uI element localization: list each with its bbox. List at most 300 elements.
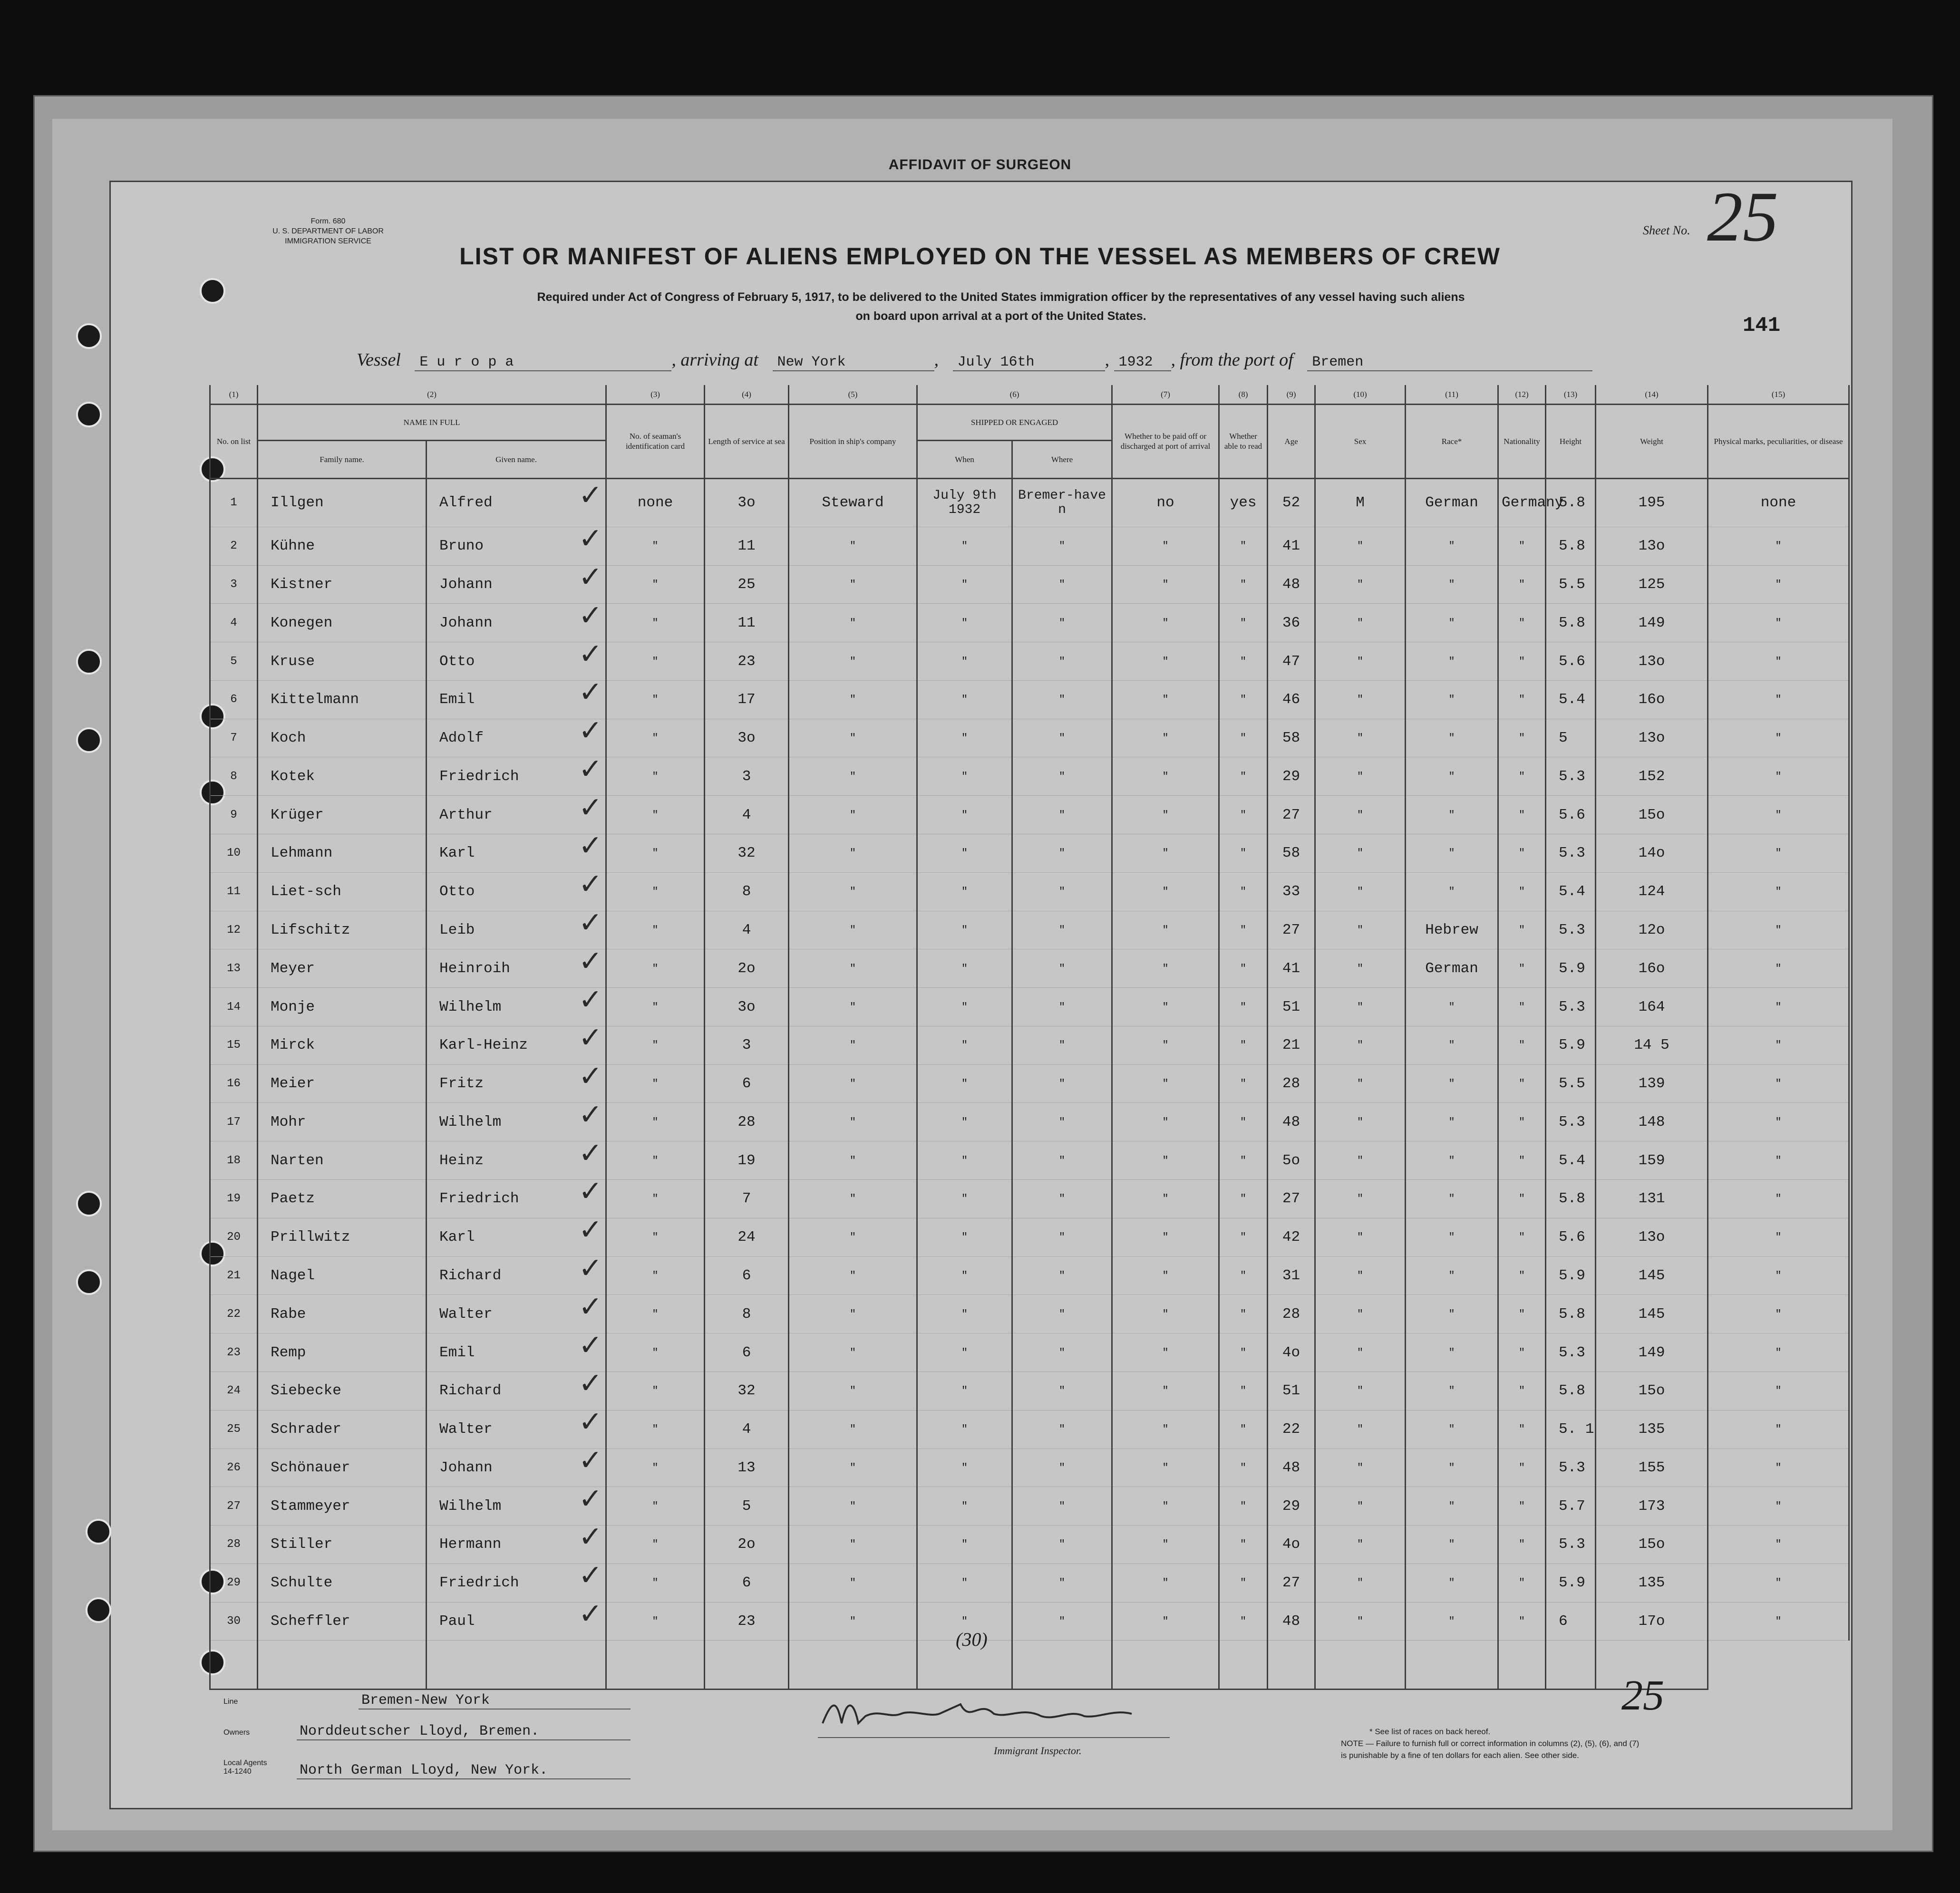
check-mark-icon: ✓ xyxy=(578,599,603,632)
cell-physical: " xyxy=(1708,911,1849,949)
check-mark-icon: ✓ xyxy=(578,676,603,709)
check-mark-icon: ✓ xyxy=(578,1290,603,1323)
cell-when: " xyxy=(917,988,1012,1026)
cell-seaman-id: " xyxy=(606,1410,705,1449)
cell-race: " xyxy=(1406,1064,1498,1103)
cell-given-name xyxy=(427,478,606,527)
cell-physical: " xyxy=(1708,1487,1849,1526)
cell-race: Hebrew xyxy=(1406,911,1498,949)
check-mark-icon: ✓ xyxy=(578,829,603,863)
cell-no: 6 xyxy=(210,680,258,719)
table-row xyxy=(210,1602,1849,1641)
form-number: Form. 680 xyxy=(310,217,346,225)
cell-sex: " xyxy=(1315,1295,1406,1333)
col-num: (14) xyxy=(1596,385,1708,404)
cell-given-name xyxy=(427,1021,606,1064)
check-mark-icon: ✓ xyxy=(578,1405,603,1439)
cell-given-name xyxy=(427,1252,606,1295)
cell-when: " xyxy=(917,1449,1012,1487)
cell-physical: " xyxy=(1708,1218,1849,1256)
cell-when: " xyxy=(917,565,1012,604)
cell-family-name: Rabe xyxy=(258,1295,427,1333)
header-shipped: SHIPPED OR ENGAGED xyxy=(917,404,1112,440)
cell-no: 29 xyxy=(210,1564,258,1602)
cell-weight: 13o xyxy=(1596,1218,1708,1256)
empty-cell xyxy=(427,1641,606,1690)
cell-family-name: Paetz xyxy=(258,1180,427,1218)
header-nationality: Nationality xyxy=(1498,404,1546,478)
cell-paid-off: " xyxy=(1112,1064,1219,1103)
cell-no: 26 xyxy=(210,1449,258,1487)
cell-family-name: Schönauer xyxy=(258,1449,427,1487)
cell-when: July 9th 1932 xyxy=(917,478,1012,527)
cell-age: 58 xyxy=(1268,834,1315,873)
cell-no: 11 xyxy=(210,872,258,911)
cell-no: 18 xyxy=(210,1141,258,1180)
cell-no: 9 xyxy=(210,796,258,834)
cell-family-name: Prillwitz xyxy=(258,1218,427,1256)
cell-paid-off: " xyxy=(1112,1410,1219,1449)
cell-race: " xyxy=(1406,872,1498,911)
cell-seaman-id: " xyxy=(606,1064,705,1103)
sheet-label: Sheet No. xyxy=(1643,223,1690,237)
given-name-text: Alfred xyxy=(439,494,493,512)
cell-where: " xyxy=(1012,1602,1112,1641)
cell-physical: " xyxy=(1708,1064,1849,1103)
cell-seaman-id: " xyxy=(606,1026,705,1064)
cell-sex: " xyxy=(1315,1602,1406,1641)
cell-position: " xyxy=(789,1295,917,1333)
given-name-text: Friedrich xyxy=(439,768,519,785)
table-row xyxy=(210,757,1849,796)
cell-given-name xyxy=(427,1098,606,1141)
cell-family-name: Kühne xyxy=(258,527,427,565)
cell-where: Bremer-haven xyxy=(1012,478,1112,527)
cell-sex: " xyxy=(1315,1256,1406,1295)
cell-race: " xyxy=(1406,1487,1498,1526)
cell-when: " xyxy=(917,1410,1012,1449)
cell-when: " xyxy=(917,1602,1012,1641)
cell-paid-off: " xyxy=(1112,719,1219,757)
table-row xyxy=(210,1449,1849,1487)
cell-weight: 173 xyxy=(1596,1487,1708,1526)
cell-able-read: " xyxy=(1219,565,1268,604)
cell-where: " xyxy=(1012,1256,1112,1295)
col-num: (1) xyxy=(210,385,258,404)
vessel-line: Vessel E u r o p a , arriving at New York , July 16th , 1932 , from the port of Bremen xyxy=(357,349,1592,371)
cell-position: " xyxy=(789,834,917,873)
cell-seaman-id: " xyxy=(606,719,705,757)
cell-physical: " xyxy=(1708,1333,1849,1372)
cell-where: " xyxy=(1012,1449,1112,1487)
cell-given-name xyxy=(427,714,606,757)
cell-where: " xyxy=(1012,1180,1112,1218)
cell-nationality: " xyxy=(1498,1410,1546,1449)
col-num: (10) xyxy=(1315,385,1406,404)
check-mark-icon: ✓ xyxy=(578,944,603,978)
cell-sex: " xyxy=(1315,988,1406,1026)
cell-where: " xyxy=(1012,1218,1112,1256)
departure-port: Bremen xyxy=(1307,354,1592,371)
cell-position: " xyxy=(789,1064,917,1103)
cell-sex: " xyxy=(1315,1410,1406,1449)
cell-seaman-id: " xyxy=(606,1449,705,1487)
cell-able-read: " xyxy=(1219,1449,1268,1487)
given-name-text: Hermann xyxy=(439,1536,502,1553)
cell-no: 8 xyxy=(210,757,258,796)
cell-nationality: " xyxy=(1498,719,1546,757)
cell-length-service: 11 xyxy=(705,527,789,565)
cell-able-read: " xyxy=(1219,1602,1268,1641)
given-name-text: Walter xyxy=(439,1421,493,1438)
cell-able-read: " xyxy=(1219,1333,1268,1372)
binder-hole xyxy=(86,1519,111,1545)
cell-no: 10 xyxy=(210,834,258,873)
cell-age: 29 xyxy=(1268,1487,1315,1526)
cell-physical: " xyxy=(1708,757,1849,796)
cell-able-read: " xyxy=(1219,988,1268,1026)
col-num: (12) xyxy=(1498,385,1546,404)
cell-length-service: 24 xyxy=(705,1218,789,1256)
cell-age: 22 xyxy=(1268,1410,1315,1449)
cell-where: " xyxy=(1012,604,1112,642)
cell-position: " xyxy=(789,1449,917,1487)
cell-where: " xyxy=(1012,1526,1112,1564)
cell-paid-off: " xyxy=(1112,1333,1219,1372)
empty-cell xyxy=(210,1641,258,1690)
cell-sex: " xyxy=(1315,680,1406,719)
cell-able-read: " xyxy=(1219,1256,1268,1295)
cell-paid-off: " xyxy=(1112,796,1219,834)
cell-seaman-id: " xyxy=(606,1487,705,1526)
cell-weight: 148 xyxy=(1596,1103,1708,1141)
cell-when: " xyxy=(917,834,1012,873)
cell-age: 48 xyxy=(1268,1449,1315,1487)
table-row xyxy=(210,478,1849,527)
cell-given-name xyxy=(427,1290,606,1333)
footer-note xyxy=(1341,1726,1769,1761)
check-mark-icon: ✓ xyxy=(578,983,603,1016)
cell-able-read: " xyxy=(1219,757,1268,796)
cell-nationality: " xyxy=(1498,604,1546,642)
cell-given-name xyxy=(427,1367,606,1410)
cell-length-service: 2o xyxy=(705,949,789,988)
given-name-text: Wilhelm xyxy=(439,1113,502,1130)
cell-length-service: 17 xyxy=(705,680,789,719)
cell-nationality: " xyxy=(1498,680,1546,719)
cell-where: " xyxy=(1012,1410,1112,1449)
cell-height: 5.8 xyxy=(1546,1180,1596,1218)
given-name-text: Heinz xyxy=(439,1152,484,1169)
cell-nationality: " xyxy=(1498,1064,1546,1103)
given-name-text: Paul xyxy=(439,1613,475,1630)
cell-height: 5.3 xyxy=(1546,911,1596,949)
cell-age: 51 xyxy=(1268,988,1315,1026)
cell-paid-off: " xyxy=(1112,1295,1219,1333)
cell-race: " xyxy=(1406,1564,1498,1602)
check-mark-icon: ✓ xyxy=(578,752,603,786)
empty-cell xyxy=(705,1641,789,1690)
cell-able-read: " xyxy=(1219,1371,1268,1410)
cell-when: " xyxy=(917,1141,1012,1180)
cell-seaman-id: " xyxy=(606,796,705,834)
cell-when: " xyxy=(917,719,1012,757)
table-row xyxy=(210,1218,1849,1256)
cell-no: 24 xyxy=(210,1371,258,1410)
cell-paid-off: " xyxy=(1112,565,1219,604)
binder-hole xyxy=(76,1191,102,1217)
total-count: (30) xyxy=(956,1629,988,1650)
cell-race: " xyxy=(1406,796,1498,834)
col-num: (3) xyxy=(606,385,705,404)
table-row xyxy=(210,834,1849,873)
cell-physical: " xyxy=(1708,1180,1849,1218)
footer-owners xyxy=(223,1723,631,1740)
given-name-text: Heinroih xyxy=(439,960,510,977)
cell-length-service: 11 xyxy=(705,604,789,642)
given-name-text: Richard xyxy=(439,1267,502,1284)
cell-able-read: " xyxy=(1219,1026,1268,1064)
cell-position: " xyxy=(789,1026,917,1064)
cell-no: 15 xyxy=(210,1026,258,1064)
binder-hole xyxy=(76,649,102,675)
table-row xyxy=(210,642,1849,681)
cell-no: 13 xyxy=(210,949,258,988)
cell-when: " xyxy=(917,527,1012,565)
cell-nationality: " xyxy=(1498,1526,1546,1564)
cell-position: " xyxy=(789,911,917,949)
check-mark-icon: ✓ xyxy=(578,868,603,901)
header-seaman-id: No. of seaman's identification card xyxy=(606,404,705,478)
cell-where: " xyxy=(1012,834,1112,873)
cell-age: 46 xyxy=(1268,680,1315,719)
cell-paid-off: " xyxy=(1112,1180,1219,1218)
cell-paid-off: no xyxy=(1112,478,1219,527)
cell-height: 5.5 xyxy=(1546,1064,1596,1103)
cell-age: 29 xyxy=(1268,757,1315,796)
cell-physical: " xyxy=(1708,680,1849,719)
cell-family-name: Remp xyxy=(258,1333,427,1372)
cell-position: " xyxy=(789,1526,917,1564)
cell-age: 27 xyxy=(1268,911,1315,949)
cell-length-service: 4 xyxy=(705,1410,789,1449)
cell-physical: " xyxy=(1708,527,1849,565)
cell-race: " xyxy=(1406,1218,1498,1256)
cell-no: 5 xyxy=(210,642,258,681)
inspector-signature xyxy=(818,1690,1170,1742)
cell-nationality: " xyxy=(1498,1180,1546,1218)
cell-physical: none xyxy=(1708,478,1849,527)
cell-nationality: " xyxy=(1498,565,1546,604)
cell-sex: " xyxy=(1315,527,1406,565)
cell-physical: " xyxy=(1708,949,1849,988)
cell-able-read: " xyxy=(1219,1526,1268,1564)
cell-position: " xyxy=(789,1180,917,1218)
cell-position: " xyxy=(789,719,917,757)
cell-age: 21 xyxy=(1268,1026,1315,1064)
cell-age: 48 xyxy=(1268,1602,1315,1641)
cell-when: " xyxy=(917,911,1012,949)
cell-where: " xyxy=(1012,1064,1112,1103)
header-family-name: Family name. xyxy=(258,440,427,478)
cell-sex: " xyxy=(1315,1180,1406,1218)
cell-where: " xyxy=(1012,1295,1112,1333)
cell-nationality: " xyxy=(1498,642,1546,681)
cell-nationality: " xyxy=(1498,1256,1546,1295)
table-row xyxy=(210,1026,1849,1064)
cell-weight: 15o xyxy=(1596,1371,1708,1410)
cell-physical: " xyxy=(1708,796,1849,834)
cell-weight: 195 xyxy=(1596,478,1708,527)
cell-given-name xyxy=(427,1559,606,1602)
cell-given-name xyxy=(427,637,606,681)
cell-weight: 16o xyxy=(1596,680,1708,719)
cell-seaman-id: " xyxy=(606,1141,705,1180)
cell-age: 27 xyxy=(1268,1180,1315,1218)
cell-when: " xyxy=(917,1371,1012,1410)
check-mark-icon: ✓ xyxy=(578,1252,603,1285)
col-num: (13) xyxy=(1546,385,1596,404)
cell-sex: " xyxy=(1315,1218,1406,1256)
cell-physical: " xyxy=(1708,1295,1849,1333)
cell-able-read: " xyxy=(1219,1141,1268,1180)
cell-position: " xyxy=(789,1487,917,1526)
cell-able-read: " xyxy=(1219,1103,1268,1141)
stamp-number: 141 xyxy=(1743,314,1781,338)
cell-seaman-id: " xyxy=(606,1218,705,1256)
cell-age: 48 xyxy=(1268,565,1315,604)
cell-length-service: 6 xyxy=(705,1333,789,1372)
cell-race: " xyxy=(1406,834,1498,873)
cell-seaman-id: " xyxy=(606,1103,705,1141)
cell-where: " xyxy=(1012,872,1112,911)
cell-physical: " xyxy=(1708,872,1849,911)
cell-seaman-id: none xyxy=(606,478,705,527)
cell-able-read: " xyxy=(1219,1180,1268,1218)
cell-able-read: " xyxy=(1219,642,1268,681)
cell-paid-off: " xyxy=(1112,949,1219,988)
cell-height: 5.5 xyxy=(1546,565,1596,604)
check-mark-icon: ✓ xyxy=(578,1597,603,1631)
cell-family-name: Schulte xyxy=(258,1564,427,1602)
col-num: (11) xyxy=(1406,385,1498,404)
cell-length-service: 19 xyxy=(705,1141,789,1180)
cell-sex: " xyxy=(1315,604,1406,642)
cell-family-name: Kistner xyxy=(258,565,427,604)
cell-length-service: 6 xyxy=(705,1256,789,1295)
cell-seaman-id: " xyxy=(606,757,705,796)
check-mark-icon: ✓ xyxy=(578,791,603,824)
given-name-text: Wilhelm xyxy=(439,998,502,1015)
given-name-text: Otto xyxy=(439,653,475,670)
cell-length-service: 23 xyxy=(705,1602,789,1641)
cell-physical: " xyxy=(1708,565,1849,604)
cell-nationality: " xyxy=(1498,1564,1546,1602)
cell-paid-off: " xyxy=(1112,1256,1219,1295)
cell-position: " xyxy=(789,1602,917,1641)
cell-nationality: " xyxy=(1498,1218,1546,1256)
given-name-text: Walter xyxy=(439,1305,493,1323)
cell-given-name xyxy=(427,676,606,719)
cell-able-read: " xyxy=(1219,680,1268,719)
cell-sex: " xyxy=(1315,719,1406,757)
table-row xyxy=(210,680,1849,719)
cell-physical: " xyxy=(1708,988,1849,1026)
cell-age: 27 xyxy=(1268,1564,1315,1602)
cell-able-read: " xyxy=(1219,911,1268,949)
cell-physical: " xyxy=(1708,1602,1849,1641)
cell-given-name xyxy=(427,599,606,642)
cell-physical: " xyxy=(1708,1526,1849,1564)
cell-when: " xyxy=(917,1526,1012,1564)
cell-weight: 15o xyxy=(1596,796,1708,834)
cell-race: " xyxy=(1406,680,1498,719)
empty-cell xyxy=(1546,1641,1596,1690)
cell-age: 42 xyxy=(1268,1218,1315,1256)
header-able-read: Whether able to read xyxy=(1219,404,1268,478)
cell-nationality: " xyxy=(1498,911,1546,949)
table-row xyxy=(210,604,1849,642)
cell-paid-off: " xyxy=(1112,680,1219,719)
cell-weight: 14 5 xyxy=(1596,1026,1708,1064)
table-row xyxy=(210,911,1849,949)
cell-position: " xyxy=(789,949,917,988)
cell-where: " xyxy=(1012,988,1112,1026)
cell-seaman-id: " xyxy=(606,1333,705,1372)
cell-position: " xyxy=(789,1141,917,1180)
table-row xyxy=(210,719,1849,757)
cell-height: 5.6 xyxy=(1546,1218,1596,1256)
arrival-date: July 16th xyxy=(953,354,1105,371)
cell-physical: " xyxy=(1708,642,1849,681)
cell-paid-off: " xyxy=(1112,642,1219,681)
cell-sex: " xyxy=(1315,1449,1406,1487)
cell-length-service: 3 xyxy=(705,757,789,796)
cell-sex: " xyxy=(1315,872,1406,911)
cell-where: " xyxy=(1012,680,1112,719)
check-mark-icon: ✓ xyxy=(578,1482,603,1516)
owners-value: Norddeutscher Lloyd, Bremen. xyxy=(297,1723,631,1740)
cell-weight: 152 xyxy=(1596,757,1708,796)
table-row xyxy=(210,1371,1849,1410)
cell-weight: 164 xyxy=(1596,988,1708,1026)
cell-family-name: Siebecke xyxy=(258,1371,427,1410)
cell-height: 5.3 xyxy=(1546,1449,1596,1487)
cell-seaman-id: " xyxy=(606,1371,705,1410)
line-value: Bremen-New York xyxy=(359,1692,631,1709)
cell-given-name xyxy=(427,1482,606,1526)
cell-height: 5.8 xyxy=(1546,1295,1596,1333)
cell-family-name: Scheffler xyxy=(258,1602,427,1641)
cell-family-name: Mohr xyxy=(258,1103,427,1141)
empty-cell xyxy=(258,1641,427,1690)
cell-race: " xyxy=(1406,1180,1498,1218)
cell-length-service: 7 xyxy=(705,1180,789,1218)
cell-no: 28 xyxy=(210,1526,258,1564)
cell-family-name: Kruse xyxy=(258,642,427,681)
cell-physical: " xyxy=(1708,1371,1849,1410)
cell-position: " xyxy=(789,1371,917,1410)
cell-height: 5.8 xyxy=(1546,604,1596,642)
cell-nationality: " xyxy=(1498,796,1546,834)
cell-nationality: " xyxy=(1498,1371,1546,1410)
cell-able-read: " xyxy=(1219,1564,1268,1602)
table-row xyxy=(210,1333,1849,1372)
cell-sex: " xyxy=(1315,642,1406,681)
cell-seaman-id: " xyxy=(606,1602,705,1641)
cell-length-service: 4 xyxy=(705,911,789,949)
cell-no: 30 xyxy=(210,1602,258,1641)
